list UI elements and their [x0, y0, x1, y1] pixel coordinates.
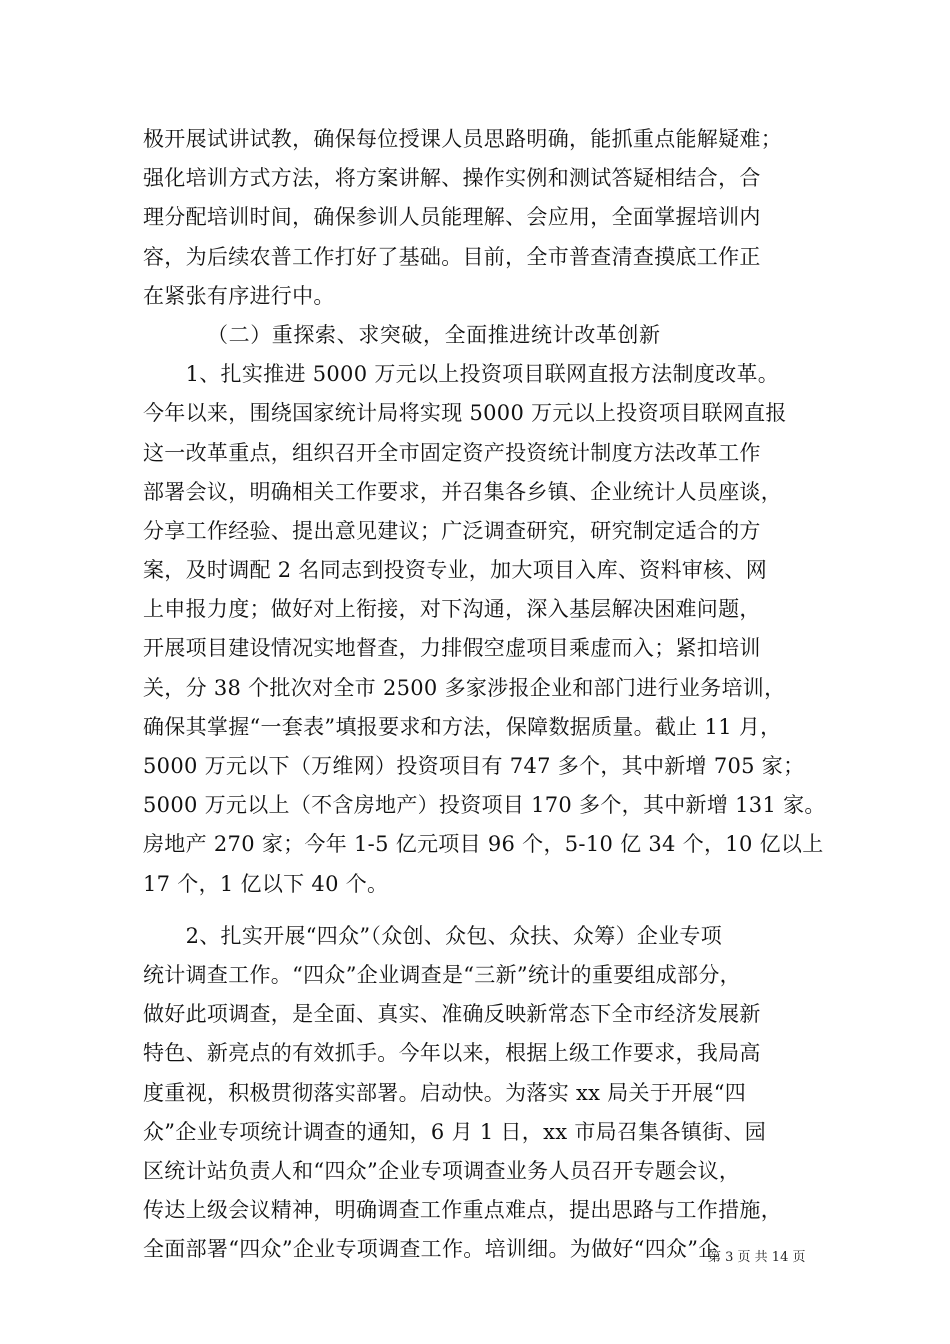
paragraph-gap: [143, 904, 808, 917]
body-line-9: 这一改革重点，组织召开全市固定资产投资统计制度方法改革工作: [143, 440, 761, 465]
body-line-15: 关，分 38 个批次对全市 2500 多家涉报企业和部门进行业务培训，: [143, 675, 786, 700]
body-line-24: 特色、新亮点的有效抓手。今年以来，根据上级工作要求，我局高: [143, 1041, 761, 1066]
body-line-23: 做好此项调查，是全面、真实、准确反映新常态下全市经济发展新: [143, 1002, 761, 1027]
section-heading: （二）重探索、求突破，全面推进统计改革创新: [207, 322, 661, 347]
body-line-1: 极开展试讲试教，确保每位授课人员思路明确，能抓重点能解疑难；: [143, 127, 782, 151]
body-line-4: 容，为后续农普工作打好了基础。目前，全市普查清查摸底工作正: [143, 244, 761, 269]
body-line-25: 度重视，积极贯彻落实部署。启动快。为落实 xx 局关于开展“四: [143, 1080, 747, 1105]
body-line-3: 理分配培训时间，确保参训人员能理解、会应用，全面掌握培训内: [143, 205, 761, 230]
body-line-13: 上申报力度；做好对上衔接，对下沟通，深入基层解决困难问题，: [143, 597, 761, 622]
body-line-17: 5000 万元以下（万维网）投资项目有 747 多个，其中新增 705 家；: [143, 754, 805, 778]
body-line-5: 在紧张有序进行中。: [143, 283, 335, 308]
body-line-28: 传达上级会议精神，明确调查工作重点难点，提出思路与工作措施，: [143, 1198, 782, 1223]
body-line-10: 部署会议，明确相关工作要求，并召集各乡镇、企业统计人员座谈，: [143, 479, 782, 504]
body-line-19: 房地产 270 家；今年 1-5 亿元项目 96 个，5-10 亿 34 个，10 亿以上: [143, 832, 824, 857]
page-number-footer: 第 3 页 共 14 页: [708, 1250, 806, 1265]
body-line-18: 5000 万元以上（不含房地产）投资项目 170 多个，其中新增 131 家。: [143, 793, 826, 818]
body-line-8: 今年以来，围绕国家统计局将实现 5000 万元以上投资项目联网直报: [143, 401, 787, 426]
body-line-7: 1、扎实推进 5000 万元以上投资项目联网直报方法制度改革。: [143, 362, 780, 387]
body-line-14: 开展项目建设情况实地督查，力排假空虚项目乘虚而入；紧扣培训: [143, 636, 761, 661]
body-line-11: 分享工作经验、提出意见建议；广泛调查研究，研究制定适合的方: [143, 518, 761, 543]
body-line-21: 2、扎实开展“四众”（众创、众包、众扶、众筹）企业专项: [143, 923, 723, 948]
body-line-2: 强化培训方式方法，将方案讲解、操作实例和测试答疑相结合，合: [143, 166, 761, 191]
body-line-20: 17 个，1 亿以下 40 个。: [143, 871, 389, 896]
body-line-22: 统计调查工作。“四众”企业调查是“三新”统计的重要组成部分，: [143, 962, 741, 987]
body-line-27: 区统计站负责人和“四众”企业专项调查业务人员召开专题会议，: [143, 1158, 741, 1183]
body-line-29: 全面部署“四众”企业专项调查工作。培训细。为做好“四众”企: [143, 1237, 720, 1262]
body-line-12: 案，及时调配 2 名同志到投资专业，加大项目入库、资料审核、网: [143, 558, 768, 583]
body-line-16: 确保其掌握“一套表”填报要求和方法，保障数据质量。截止 11 月，: [143, 714, 782, 739]
document-body: [143, 120, 826, 1269]
body-line-26: 众”企业专项统计调查的通知，6 月 1 日，xx 市局召集各镇街、园: [143, 1119, 767, 1144]
